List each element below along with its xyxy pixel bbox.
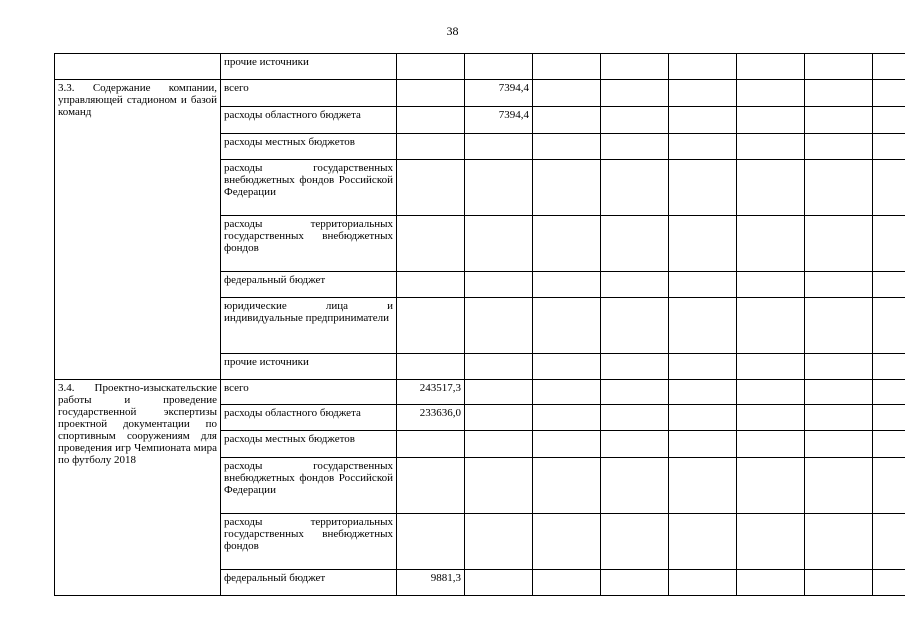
row-label: прочие источники [221, 54, 397, 80]
value-cell [669, 134, 737, 160]
value-cell [465, 514, 533, 570]
value-cell [669, 298, 737, 354]
table-row [55, 80, 905, 107]
value-cell [397, 107, 465, 134]
value-cell [737, 354, 805, 380]
value-cell: 7394,4 [465, 107, 533, 134]
value-cell: 233636,0 [397, 405, 465, 431]
value-cell [465, 216, 533, 272]
value-cell [397, 514, 465, 570]
value-cell [805, 570, 873, 596]
value-cell [533, 514, 601, 570]
value-cell [669, 431, 737, 458]
section-title: 3.4. Проектно-изыскательские работы и проведение государственной экспертизы проектной документации по спортивным сооружениям для проведения игр Чемпионата мира по футболу 2018 [55, 380, 221, 596]
table-row [55, 380, 905, 405]
value-cell [873, 354, 905, 380]
value-cell [601, 405, 669, 431]
value-cell [465, 431, 533, 458]
row-label: прочие источники [221, 354, 397, 380]
value-cell [601, 298, 669, 354]
value-cell [397, 216, 465, 272]
row-label: расходы территориальных государственных внебюджетных фондов [221, 514, 397, 570]
value-cell [737, 298, 805, 354]
value-cell [465, 272, 533, 298]
value-cell [805, 134, 873, 160]
value-cell [601, 380, 669, 405]
value-cell [805, 80, 873, 107]
value-cell [737, 514, 805, 570]
row-label: юридические лица и индивидуальные предприниматели [221, 298, 397, 354]
value-cell [669, 160, 737, 216]
value-cell [805, 380, 873, 405]
value-cell [533, 272, 601, 298]
value-cell [533, 431, 601, 458]
value-cell [669, 80, 737, 107]
value-cell [397, 134, 465, 160]
value-cell [669, 272, 737, 298]
value-cell [737, 458, 805, 514]
value-cell [805, 354, 873, 380]
value-cell [873, 405, 905, 431]
value-cell [805, 405, 873, 431]
value-cell [737, 160, 805, 216]
value-cell [465, 134, 533, 160]
value-cell [669, 354, 737, 380]
value-cell [669, 107, 737, 134]
value-cell: 9881,3 [397, 570, 465, 596]
value-cell [737, 380, 805, 405]
value-cell [601, 80, 669, 107]
row-label: расходы областного бюджета [221, 405, 397, 431]
row-label: всего [221, 80, 397, 107]
value-cell [873, 160, 905, 216]
value-cell [873, 431, 905, 458]
value-cell [601, 134, 669, 160]
value-cell [873, 134, 905, 160]
row-label: расходы территориальных государственных внебюджетных фондов [221, 216, 397, 272]
value-cell [465, 160, 533, 216]
value-cell [805, 272, 873, 298]
value-cell [533, 134, 601, 160]
value-cell [397, 298, 465, 354]
value-cell [397, 272, 465, 298]
value-cell [805, 54, 873, 80]
value-cell [533, 354, 601, 380]
row-label: расходы областного бюджета [221, 107, 397, 134]
row-label: расходы местных бюджетов [221, 431, 397, 458]
section-cell-empty [55, 54, 221, 80]
value-cell [397, 54, 465, 80]
value-cell [601, 54, 669, 80]
value-cell [533, 80, 601, 107]
value-cell [669, 380, 737, 405]
value-cell [533, 405, 601, 431]
value-cell [737, 80, 805, 107]
value-cell [805, 431, 873, 458]
value-cell [737, 134, 805, 160]
value-cell [873, 380, 905, 405]
value-cell [737, 570, 805, 596]
value-cell [805, 514, 873, 570]
row-label: федеральный бюджет [221, 272, 397, 298]
value-cell: 243517,3 [397, 380, 465, 405]
table-row [55, 54, 905, 80]
value-cell [533, 160, 601, 216]
value-cell [533, 107, 601, 134]
budget-table [54, 53, 905, 596]
value-cell [601, 272, 669, 298]
value-cell [873, 570, 905, 596]
value-cell [737, 54, 805, 80]
value-cell [533, 54, 601, 80]
value-cell [601, 458, 669, 514]
row-label: расходы государственных внебюджетных фондов Российской Федерации [221, 160, 397, 216]
value-cell [465, 405, 533, 431]
value-cell [397, 160, 465, 216]
row-label: всего [221, 380, 397, 405]
row-label: расходы местных бюджетов [221, 134, 397, 160]
value-cell [533, 216, 601, 272]
page-number: 38 [446, 24, 459, 38]
value-cell [533, 458, 601, 514]
row-label: расходы государственных внебюджетных фондов Российской Федерации [221, 458, 397, 514]
value-cell [533, 298, 601, 354]
value-cell [533, 570, 601, 596]
value-cell [397, 431, 465, 458]
value-cell [669, 54, 737, 80]
value-cell [873, 80, 905, 107]
value-cell [465, 458, 533, 514]
value-cell [873, 216, 905, 272]
value-cell [873, 514, 905, 570]
value-cell [465, 354, 533, 380]
value-cell [805, 298, 873, 354]
value-cell [397, 354, 465, 380]
value-cell [873, 272, 905, 298]
value-cell [737, 216, 805, 272]
value-cell [601, 216, 669, 272]
value-cell [465, 570, 533, 596]
value-cell [873, 54, 905, 80]
value-cell [465, 380, 533, 405]
value-cell [737, 431, 805, 458]
value-cell [601, 160, 669, 216]
section-title: 3.3. Содержание компании, управляющей стадионом и базой команд [55, 80, 221, 380]
value-cell [465, 298, 533, 354]
value-cell [601, 354, 669, 380]
value-cell [669, 216, 737, 272]
value-cell [805, 216, 873, 272]
value-cell [873, 107, 905, 134]
value-cell: 7394,4 [465, 80, 533, 107]
value-cell [873, 458, 905, 514]
value-cell [601, 107, 669, 134]
value-cell [669, 514, 737, 570]
value-cell [397, 80, 465, 107]
value-cell [533, 380, 601, 405]
value-cell [669, 405, 737, 431]
value-cell [737, 405, 805, 431]
value-cell [601, 431, 669, 458]
value-cell [465, 54, 533, 80]
row-label: федеральный бюджет [221, 570, 397, 596]
value-cell [873, 298, 905, 354]
value-cell [397, 458, 465, 514]
value-cell [601, 514, 669, 570]
value-cell [737, 107, 805, 134]
value-cell [805, 458, 873, 514]
value-cell [669, 570, 737, 596]
value-cell [805, 160, 873, 216]
value-cell [737, 272, 805, 298]
value-cell [805, 107, 873, 134]
value-cell [669, 458, 737, 514]
value-cell [601, 570, 669, 596]
